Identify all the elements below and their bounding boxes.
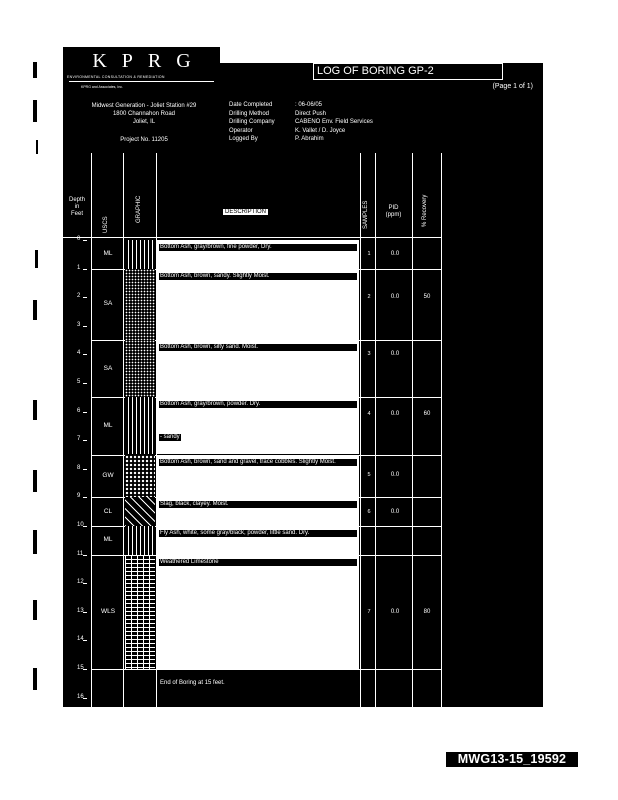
pid-reading: 0.0 — [390, 608, 400, 615]
layer-description: Bottom Ash, gray/brown, powder. Dry. — [159, 401, 357, 408]
uscs-code: ML — [103, 536, 113, 544]
uscs-code: ML — [103, 250, 113, 258]
column-divider — [441, 153, 442, 707]
pid-reading: 0.0 — [390, 351, 400, 358]
logo-tagline: ENVIRONMENTAL CONSULTATION & REMEDIATION — [67, 75, 165, 79]
uscs-code: SA — [103, 300, 113, 308]
depth-label: 13 — [77, 607, 84, 614]
site-line: 1800 Channahon Road — [112, 111, 176, 117]
depth-label: 1 — [77, 264, 81, 271]
depth-label: 12 — [77, 579, 84, 586]
logo-mark: KPRG — [92, 50, 206, 72]
samples-header: SAMPLES — [363, 200, 369, 229]
uscs-header: USCS — [103, 216, 109, 233]
pid-header-line: PID — [388, 205, 399, 211]
soil-graphic — [125, 526, 155, 555]
log-title: LOG OF BORING GP-2 — [313, 63, 503, 80]
logo-rule — [69, 81, 214, 82]
recovery-value: 60 — [423, 411, 431, 418]
depth-tick — [83, 412, 87, 413]
meta-value: : 06-06/05 — [295, 102, 323, 108]
uscs-code: CL — [103, 507, 113, 515]
depth-tick — [83, 555, 87, 556]
meta-value: P. Abrahim — [295, 136, 324, 142]
depth-tick — [83, 497, 87, 498]
scan-mark — [33, 300, 37, 320]
depth-label: 7 — [77, 436, 81, 443]
description-cell — [157, 555, 359, 669]
soil-graphic — [125, 555, 155, 669]
page-number: (Page 1 of 1) — [492, 83, 533, 90]
layer-description: Bottom Ash, brown, silty sand. Moist. — [159, 344, 357, 351]
site-line: Midwest Generation - Joliet Station #29 — [91, 103, 197, 109]
depth-label: 5 — [77, 379, 81, 385]
recovery-value: 50 — [423, 294, 431, 301]
graphic-header: GRAPHIC — [136, 195, 142, 223]
depth-label: 10 — [77, 522, 84, 528]
depth-label: 11 — [77, 550, 84, 557]
depth-tick — [83, 440, 87, 441]
scan-mark — [33, 530, 37, 554]
sample-number: 5 — [367, 471, 371, 478]
scan-mark — [33, 62, 37, 78]
end-of-boring-note: End of Boring at 15 feet. — [160, 680, 225, 686]
depth-tick — [83, 240, 87, 241]
meta-labels — [229, 101, 275, 144]
soil-graphic — [125, 340, 155, 397]
soil-graphic — [125, 269, 155, 341]
project-number: Project No. 11205 — [120, 137, 168, 143]
depth-label: 6 — [77, 407, 81, 414]
scan-mark — [33, 100, 37, 122]
soil-graphic — [125, 397, 155, 454]
depth-label: 9 — [77, 493, 81, 500]
uscs-code: SA — [103, 364, 113, 372]
site-address — [63, 102, 225, 126]
company-logo — [63, 47, 220, 93]
depth-tick — [83, 297, 87, 298]
meta-value: K. Vallet / D. Joyce — [295, 127, 346, 134]
pid-reading: 0.0 — [390, 411, 400, 418]
depth-label: 2 — [77, 293, 81, 300]
depth-label: 15 — [77, 665, 84, 671]
depth-label: 14 — [77, 636, 84, 643]
pid-header — [375, 205, 412, 289]
depth-label: 16 — [77, 693, 84, 700]
meta-value: Direct Push — [295, 110, 327, 117]
layer-description: Fly Ash, white, some gray/black, powder, little sand. Dry. — [159, 530, 357, 537]
sample-number: 7 — [367, 608, 371, 615]
depth-label: 8 — [77, 464, 81, 471]
title-band — [220, 47, 543, 63]
depth-tick — [83, 383, 87, 384]
scan-mark — [36, 140, 38, 154]
sample-number: 3 — [367, 351, 371, 358]
pid-header-line: (ppm) — [385, 212, 402, 218]
uscs-code: GW — [102, 471, 114, 479]
depth-header-line: in — [74, 204, 80, 210]
site-info — [63, 99, 543, 149]
scan-mark — [33, 470, 37, 492]
meta-label: Drilling Company — [229, 119, 275, 125]
layer-description: Bottom Ash, gray/brown, fine powder, Dry. — [159, 244, 357, 251]
layer-description: Bottom Ash, brown, sand and gravel, trace cobbles. Slightly Moist. — [159, 459, 357, 466]
depth-tick — [83, 326, 87, 327]
recovery-header: % Recovery — [422, 194, 428, 227]
boring-log-sheet — [63, 47, 543, 707]
pid-reading: 0.0 — [390, 251, 400, 258]
layer-boundary — [91, 669, 441, 670]
uscs-code: ML — [103, 421, 113, 429]
scan-mark — [33, 400, 37, 420]
sample-number: 6 — [367, 508, 371, 515]
depth-tick — [83, 269, 87, 270]
layer-description: Slag, black, clayey. Moist. — [159, 501, 357, 508]
soil-graphic — [125, 240, 155, 269]
soil-graphic — [125, 455, 155, 498]
document-stamp: MWG13-15_19592 — [446, 752, 578, 767]
pid-reading: 0.0 — [390, 508, 400, 515]
layer-description: Bottom Ash, brown, sandy. Slightly Moist. — [159, 273, 357, 280]
depth-label: 3 — [77, 321, 81, 328]
pid-reading: 0.0 — [390, 294, 400, 301]
depth-tick — [83, 354, 87, 355]
scan-mark — [33, 600, 37, 620]
soil-graphic — [125, 497, 155, 526]
logo-subline: KPRG and Associates, Inc. — [81, 85, 124, 89]
scan-mark — [33, 668, 37, 690]
uscs-code: WLS — [100, 607, 116, 615]
sample-number: 2 — [367, 294, 371, 301]
sample-number: 1 — [367, 251, 371, 258]
pid-reading: 0.0 — [390, 471, 400, 478]
meta-label: Drilling Method — [229, 110, 270, 117]
meta-values — [295, 101, 373, 144]
layer-description: Weathered Limestone — [159, 559, 357, 566]
depth-label: 4 — [77, 350, 81, 357]
description-header: DESCRIPTION — [225, 209, 267, 215]
sample-number: 4 — [367, 411, 371, 418]
depth-tick — [83, 469, 87, 470]
recovery-value: 80 — [423, 608, 431, 615]
meta-value: CABENO Env. Field Services — [295, 119, 373, 125]
meta-label: Logged By — [229, 136, 258, 142]
depth-header-line: Depth — [68, 197, 85, 203]
meta-label: Date Completed — [229, 102, 273, 108]
scan-mark — [35, 250, 38, 268]
site-line: Joliet, IL — [132, 119, 156, 125]
layer-note: - sandy — [160, 434, 180, 441]
depth-label: 0 — [77, 236, 81, 242]
meta-label: Operator — [229, 127, 253, 134]
depth-header-line: Feet — [70, 211, 83, 217]
